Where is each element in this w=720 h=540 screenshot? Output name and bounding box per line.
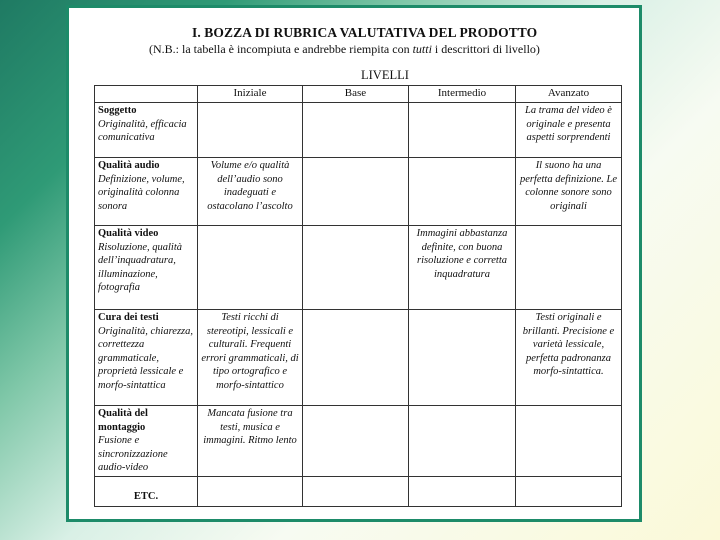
empty-cell bbox=[198, 476, 303, 506]
slide-page bbox=[66, 5, 642, 522]
criterion-cell bbox=[95, 158, 198, 226]
table-row bbox=[95, 310, 622, 406]
descriptor-iniziale: Volume e/o qualità dell’audio sono inadeguati e ostacolano l’ascolto bbox=[198, 158, 303, 226]
table-row bbox=[95, 103, 622, 158]
criterion-subcriteria: Fusione e sincronizzazione audio-video bbox=[98, 435, 168, 473]
table-row bbox=[95, 406, 622, 477]
slide-title: I. BOZZA DI RUBRICA VALUTATIVA DEL PRODOTTO bbox=[192, 25, 538, 40]
column-header-avanzato: Avanzato bbox=[516, 86, 622, 103]
subtitle-emphasis: tutti bbox=[412, 42, 432, 56]
table-row bbox=[95, 226, 622, 310]
subtitle-text-after: i descrittori di livello) bbox=[431, 42, 540, 56]
criterion-subcriteria: Originalità, chiarezza, correttezza grammaticale, proprietà lessicale e morfo-sintattica bbox=[98, 325, 193, 391]
subtitle-text-before: (N.B.: la tabella è incompiuta e andrebbe riempita con bbox=[149, 42, 413, 56]
criterion-cell-etc bbox=[95, 476, 198, 506]
column-header-base: Base bbox=[303, 86, 409, 103]
descriptor-avanzato: Testi originali e brillanti. Precisione e varietà lessicale, perfetta padronanza morfo-sintattica. bbox=[516, 310, 622, 406]
column-header-intermedio: Intermedio bbox=[409, 86, 516, 103]
empty-cell bbox=[409, 476, 516, 506]
criterion-subcriteria: Originalità, efficacia comunicativa bbox=[98, 118, 187, 143]
criterion-cell bbox=[95, 103, 198, 158]
descriptor-intermedio bbox=[409, 310, 516, 406]
descriptor-intermedio: Immagini abbastanza definite, con buona risoluzione e corretta inquadratura bbox=[409, 226, 516, 310]
column-header-criterio bbox=[95, 86, 198, 103]
criterion-subcriteria: Risoluzione, qualità dell’inquadratura, illuminazione, fotografia bbox=[98, 241, 182, 293]
empty-cell bbox=[516, 476, 622, 506]
descriptor-iniziale: Mancata fusione tra testi, musica e immagini. Ritmo lento bbox=[198, 406, 303, 477]
criterion-cell bbox=[95, 310, 198, 406]
descriptor-avanzato: Il suono ha una perfetta definizione. Le colonne sonore sono originali bbox=[516, 158, 622, 226]
criterion-name: Cura dei testi bbox=[98, 312, 159, 323]
descriptor-avanzato bbox=[516, 226, 622, 310]
descriptor-intermedio bbox=[409, 406, 516, 477]
criterion-name: Soggetto bbox=[98, 105, 137, 116]
criterion-cell bbox=[95, 226, 198, 310]
descriptor-base bbox=[303, 310, 409, 406]
descriptor-intermedio bbox=[409, 158, 516, 226]
criterion-name: Qualità audio bbox=[98, 160, 160, 171]
criterion-cell bbox=[95, 406, 198, 477]
descriptor-base bbox=[303, 406, 409, 477]
descriptor-base bbox=[303, 158, 409, 226]
etc-label: ETC. bbox=[133, 490, 159, 502]
descriptor-iniziale bbox=[198, 226, 303, 310]
levels-label: LIVELLI bbox=[361, 68, 409, 82]
descriptor-base bbox=[303, 226, 409, 310]
descriptor-iniziale: Testi ricchi di stereotipi, lessicali e culturali. Frequenti errori grammaticali, di tipo ortografico e morfo-sintattico bbox=[198, 310, 303, 406]
slide-subtitle bbox=[149, 42, 540, 57]
column-header-iniziale: Iniziale bbox=[198, 86, 303, 103]
table-row bbox=[95, 158, 622, 226]
descriptor-avanzato bbox=[516, 406, 622, 477]
criterion-name: Qualità del montaggio bbox=[98, 408, 148, 433]
criterion-subcriteria: Definizione, volume, originalità colonna sonora bbox=[98, 173, 185, 212]
rubric-table bbox=[94, 85, 622, 507]
empty-cell bbox=[303, 476, 409, 506]
descriptor-iniziale bbox=[198, 103, 303, 158]
criterion-name: Qualità video bbox=[98, 228, 159, 239]
descriptor-avanzato: La trama del video è originale e presenta aspetti sorprendenti bbox=[516, 103, 622, 158]
table-row-etc bbox=[95, 476, 622, 506]
table-header-row bbox=[95, 86, 622, 103]
descriptor-intermedio bbox=[409, 103, 516, 158]
descriptor-base bbox=[303, 103, 409, 158]
